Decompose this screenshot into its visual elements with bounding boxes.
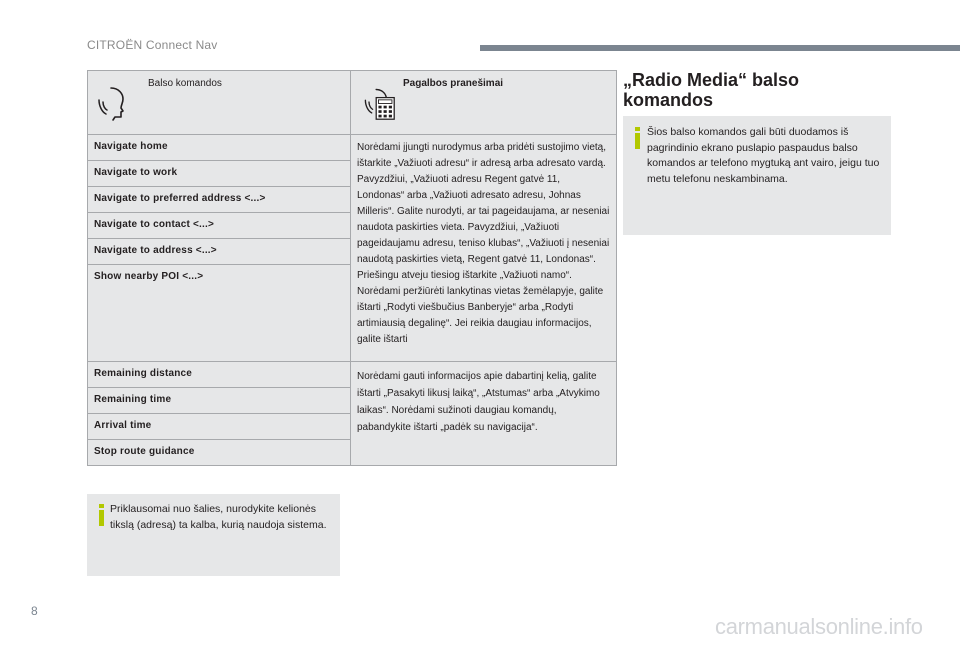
table-header-help-label: Pagalbos pranešimai — [403, 78, 504, 89]
voice-commands-table — [87, 70, 617, 466]
info-icon — [97, 504, 107, 526]
page-number: 8 — [31, 604, 38, 618]
command-navigate-home: Navigate home — [88, 135, 351, 161]
manual-header-title: CITROËN Connect Nav — [87, 38, 218, 52]
language-note-text: Priklausomai nuo šalies, nurodykite kelionės tikslą (adresą) ta kalba, kurią naudoja sistema. — [110, 503, 327, 531]
info-icon — [633, 127, 643, 149]
table-header-commands — [88, 71, 351, 135]
command-remaining-distance: Remaining distance — [88, 362, 351, 388]
watermark: carmanualsonline.info — [715, 614, 923, 639]
table-header-commands-label: Balso komandos — [148, 78, 222, 89]
command-arrival-time: Arrival time — [88, 414, 351, 440]
help-text-route-info: Norėdami gauti informacijos apie dabartinį kelią, galite ištarti „Pasakyti likusį laiką“, „Atstumas“ arba „Atvykimo laikas“. Norėdami sužinoti daugiau komandų, pabandykite ištarti „padėk su navigacija“. — [351, 362, 617, 466]
voice-help-icon — [360, 84, 396, 122]
command-navigate-to-contact: Navigate to contact <...> — [88, 213, 351, 239]
command-remaining-time: Remaining time — [88, 388, 351, 414]
command-show-nearby-poi: Show nearby POI <...> — [88, 265, 351, 362]
help-text-navigation: Norėdami įjungti nurodymus arba pridėti sustojimo vietą, ištarkite „Važiuoti adresu“ ir adresą arba adresato vardą. Pavyzdžiui, „Važiuoti adresu Regent gatvė 11, Londonas“ arba „Važiuoti adresato adresu, Johnas Milleris“. Galite nurodyti, ar tai pageidaujama, ar neseniai naudota paskirties vieta. Pavyzdžiui, „Važiuoti pageidaujamu adresu, teniso klubas“, „Važiuoti į neseniai naudotą paskirties vietą, Regent gatvė 11, Londonas“. Priešingu atveju tiesiog ištarkite „Važiuoti namo“. Norėdami peržiūrėti lankytinas vietas žemėlapyje, galite ištarti „Rodyti viešbučius Banberyje“ arba „Rodyti artimiausią degalinę“. Jei reikia daugiau informacijos, galite ištarti — [351, 135, 617, 362]
radio-media-note-box — [623, 116, 891, 235]
command-navigate-to-work: Navigate to work — [88, 161, 351, 187]
command-navigate-to-address: Navigate to address <...> — [88, 239, 351, 265]
section-title-radio-media: „Radio Media“ balso komandos — [623, 70, 800, 110]
command-stop-route-guidance: Stop route guidance — [88, 440, 351, 466]
language-note-box — [87, 494, 340, 576]
radio-media-note-text: Šios balso komandos gali būti duodamos iš pagrindinio ekrano puslapio paspaudus balso komandos ar telefono mygtuką ant vairo, jeigu tuo metu telefonu neskambinama. — [647, 126, 880, 185]
command-navigate-preferred-address: Navigate to preferred address <...> — [88, 187, 351, 213]
table-header-help — [351, 71, 617, 135]
header-bar — [480, 45, 960, 51]
voice-command-icon — [97, 84, 133, 122]
